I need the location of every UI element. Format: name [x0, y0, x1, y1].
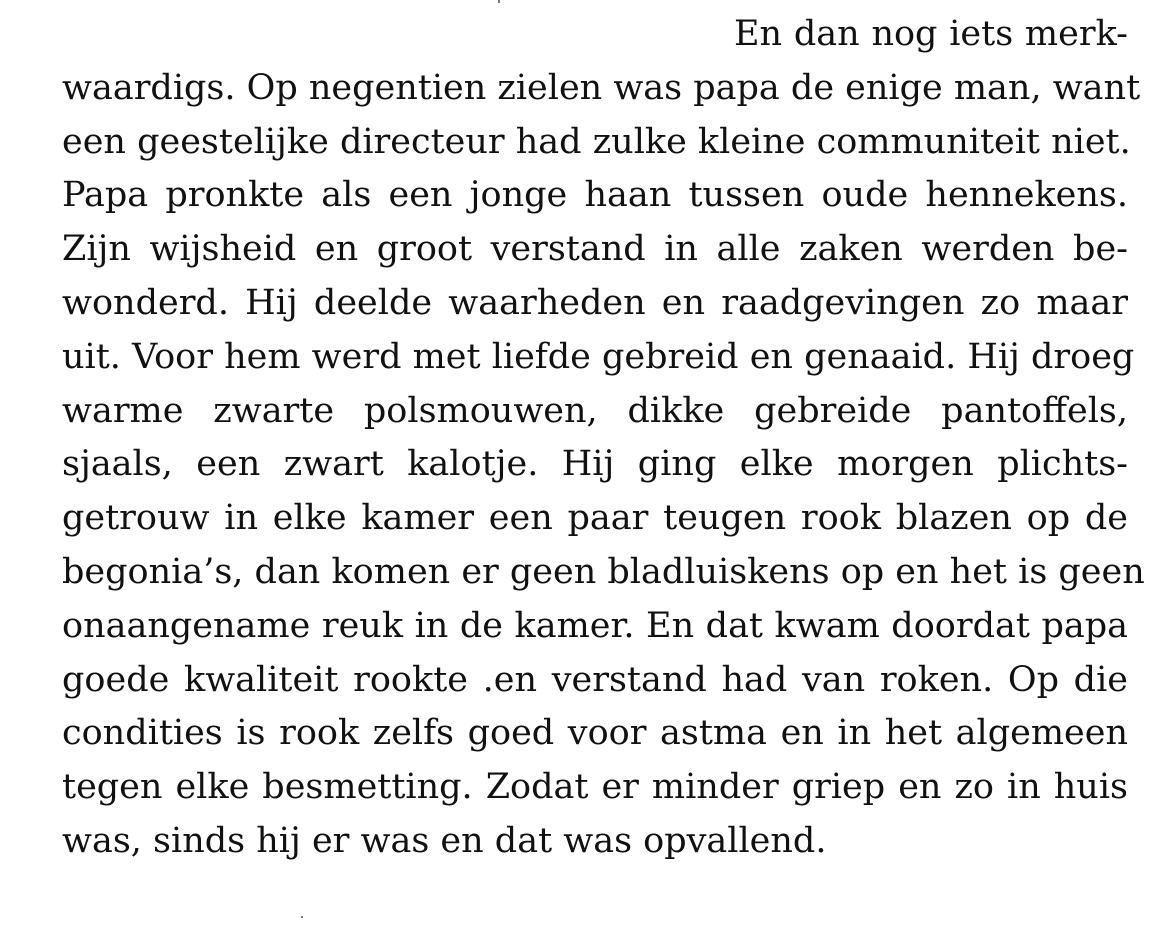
paragraph-line: sjaals, een zwart kalotje. Hij ging elke morgen plichts-: [62, 444, 1128, 485]
paragraph-line: onaangename reuk in de kamer. En dat kwam doordat papa: [62, 605, 1128, 646]
paragraph-line: waardigs. Op negentien zielen was papa de enige man, want: [62, 67, 1141, 108]
paragraph-line: getrouw in elke kamer een paar teugen rook blazen op de: [62, 498, 1128, 539]
paragraph-line: tegen elke besmetting. Zodat er minder griep en zo in huis: [62, 767, 1128, 808]
scan-speck: [301, 916, 303, 918]
paragraph-line: condities is rook zelfs goed voor astma en in het algemeen: [62, 713, 1128, 754]
paragraph-line: een geestelijke directeur had zulke kleine communiteit niet.: [62, 121, 1131, 162]
paragraph: [62, 8, 1145, 869]
scan-speck: [498, 0, 500, 3]
paragraph-line: wonderd. Hij deelde waarheden en raadgevingen zo maar: [62, 282, 1128, 323]
paragraph-line: was, sinds hij er was en dat was opvallend.: [62, 820, 827, 861]
paragraph-line: warme zwarte polsmouwen, dikke gebreide pantoffels,: [62, 390, 1128, 431]
paragraph-line: Zijn wijsheid en groot verstand in alle zaken werden be-: [62, 229, 1128, 270]
paragraph-line: begonia’s, dan komen er geen bladluiskens op en het is geen: [62, 551, 1145, 592]
paragraph-line: Papa pronkte als een jonge haan tussen oude hennekens.: [62, 175, 1128, 216]
paragraph-line: En dan nog iets merk-: [734, 14, 1128, 54]
paragraph-line: goede kwaliteit rookte .en verstand had van roken. Op die: [62, 659, 1128, 700]
paragraph-line: uit. Voor hem werd met liefde gebreid en genaaid. Hij droeg: [62, 336, 1135, 377]
